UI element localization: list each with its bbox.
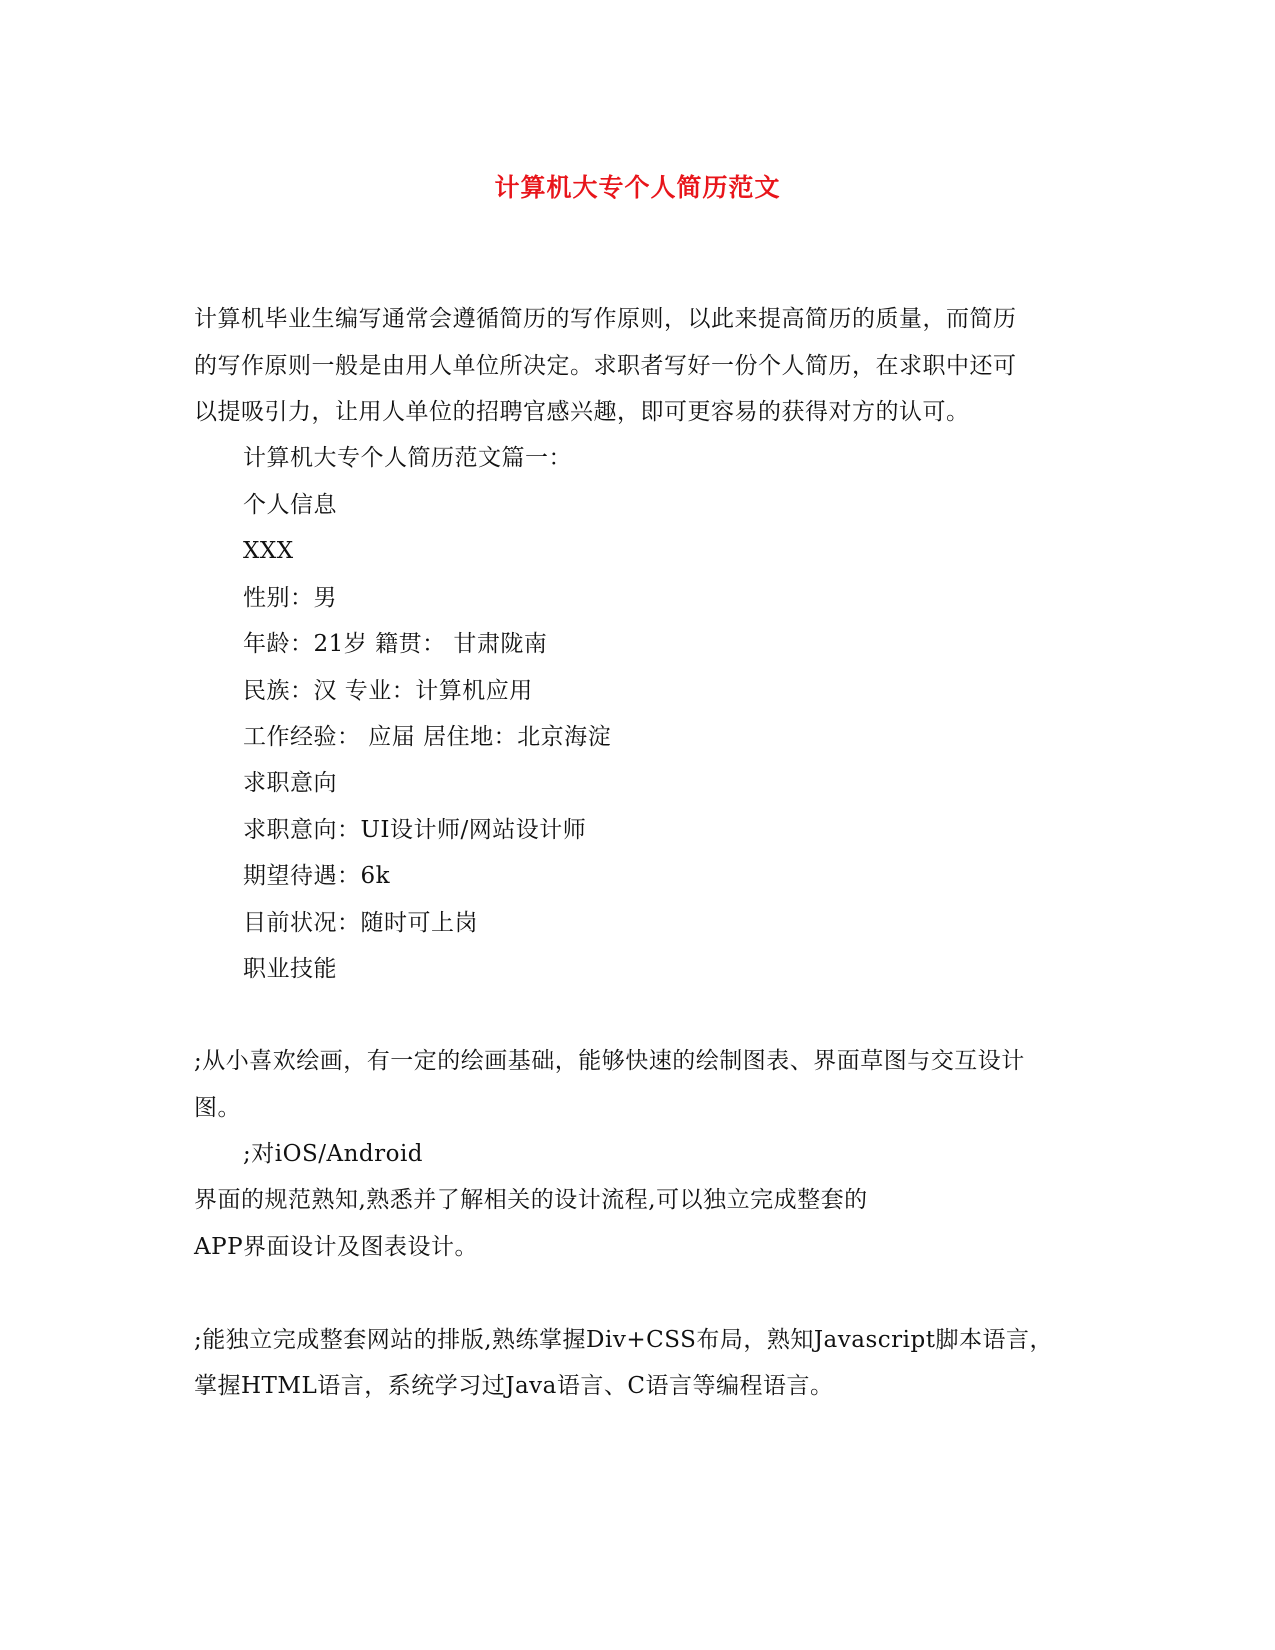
skills-item-2-line-2: 界面的规范熟知,熟悉并了解相关的设计流程,可以独立完成整套的 — [194, 1187, 868, 1213]
personal-name: XXX — [243, 538, 294, 564]
personal-ethnicity-major: 民族：汉 专业：计算机应用 — [243, 678, 533, 704]
job-intention-heading: 求职意向 — [243, 770, 337, 796]
skills-item-1-line-1: ;从小喜欢绘画，有一定的绘画基础，能够快速的绘制图表、界面草图与交互设计 — [194, 1048, 1025, 1074]
personal-info-heading: 个人信息 — [243, 492, 337, 518]
intro-line-2: 的写作原则一般是由用人单位所决定。求职者写好一份个人简历，在求职中还可 — [194, 353, 1017, 379]
skills-item-3-line-2: 掌握HTML语言，系统学习过Java语言、C语言等编程语言。 — [194, 1373, 834, 1399]
skills-item-1-line-2: 图。 — [194, 1095, 241, 1121]
personal-age-origin: 年龄：21岁 籍贯： 甘肃陇南 — [243, 631, 548, 657]
job-intention-salary: 期望待遇：6k — [243, 863, 391, 889]
section-heading: 计算机大专个人简历范文篇一： — [243, 445, 572, 471]
intro-line-3: 以提吸引力，让用人单位的招聘官感兴趣，即可更容易的获得对方的认可。 — [194, 399, 970, 425]
skills-item-3-line-1: ;能独立完成整套网站的排版,熟练掌握Div+CSS布局，熟知Javascript脚本语言， — [194, 1327, 1053, 1353]
intro-line-1: 计算机毕业生编写通常会遵循简历的写作原则，以此来提高简历的质量，而简历 — [194, 306, 1017, 332]
skills-item-2-line-3: APP界面设计及图表设计。 — [194, 1234, 479, 1260]
personal-gender: 性别：男 — [243, 585, 337, 611]
skills-heading: 职业技能 — [243, 956, 337, 982]
job-intention-position: 求职意向：UI设计师/网站设计师 — [243, 817, 587, 843]
document-title: 计算机大专个人简历范文 — [494, 173, 781, 202]
personal-experience-residence: 工作经验： 应届 居住地：北京海淀 — [243, 724, 612, 750]
job-intention-status: 目前状况：随时可上岗 — [243, 910, 478, 936]
skills-item-2-line-1: ;对iOS/Android — [243, 1141, 424, 1167]
